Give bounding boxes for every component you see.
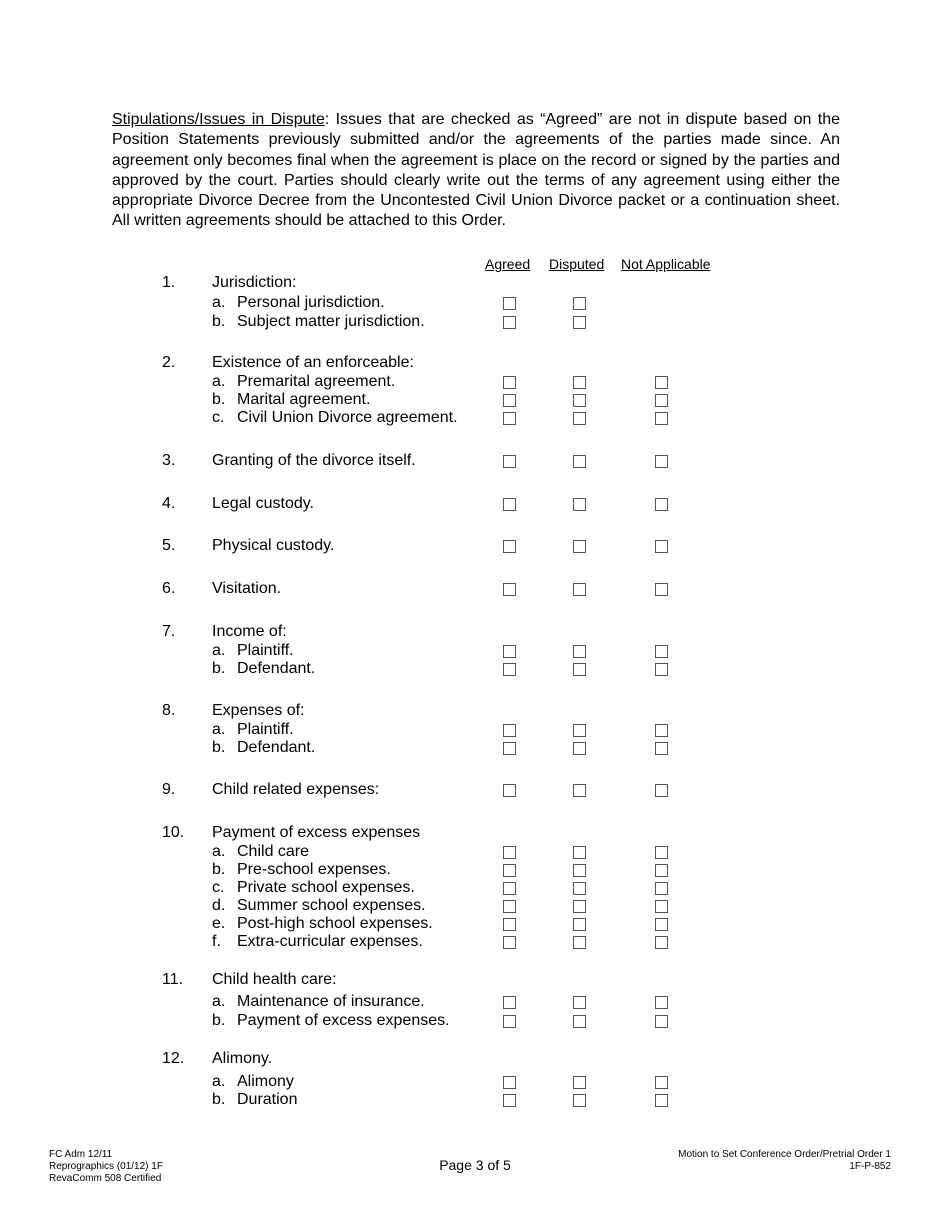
item-title: Expenses of: <box>212 702 305 719</box>
checkbox-disputed[interactable] <box>573 663 586 676</box>
sub-item <box>212 861 391 879</box>
sub-item-text: Personal jurisdiction. <box>237 294 385 311</box>
checkbox-not-applicable[interactable] <box>655 846 668 859</box>
sub-item-letter: c. <box>212 409 225 426</box>
sub-item-letter: e. <box>212 915 226 932</box>
checkbox-agreed[interactable] <box>503 918 516 931</box>
checkbox-not-applicable[interactable] <box>655 784 668 797</box>
sub-item-text: Child care <box>237 843 310 860</box>
sub-item-letter: b. <box>212 1012 226 1029</box>
sub-item-letter: f. <box>212 933 221 950</box>
checkbox-not-applicable[interactable] <box>655 376 668 389</box>
intro-heading: Stipulations/Issues in Dispute <box>112 111 325 128</box>
checkbox-not-applicable[interactable] <box>655 1094 668 1107</box>
sub-item-letter: d. <box>212 897 226 914</box>
checkbox-not-applicable[interactable] <box>655 996 668 1009</box>
item-title: Granting of the divorce itself. <box>212 452 416 469</box>
checkbox-not-applicable[interactable] <box>655 742 668 755</box>
sub-item-text: Summer school expenses. <box>237 897 426 914</box>
checkbox-agreed[interactable] <box>503 846 516 859</box>
checkbox-disputed[interactable] <box>573 540 586 553</box>
checkbox-agreed[interactable] <box>503 455 516 468</box>
checkbox-disputed[interactable] <box>573 864 586 877</box>
sub-item-text: Premarital agreement. <box>237 373 396 390</box>
sub-item <box>212 1012 450 1030</box>
checkbox-disputed[interactable] <box>573 918 586 931</box>
page-number: Page 3 of 5 <box>439 1157 511 1173</box>
sub-item-text: Subject matter jurisdiction. <box>237 313 425 330</box>
checkbox-not-applicable[interactable] <box>655 1015 668 1028</box>
sub-item <box>212 1091 297 1109</box>
checkbox-not-applicable[interactable] <box>655 663 668 676</box>
sub-item-letter: b. <box>212 861 226 878</box>
footer-reprographics: Reprographics (01/12) 1F <box>49 1161 163 1172</box>
checkbox-disputed[interactable] <box>573 394 586 407</box>
checkbox-disputed[interactable] <box>573 996 586 1009</box>
sub-item <box>212 915 433 933</box>
checkbox-disputed[interactable] <box>573 583 586 596</box>
checkbox-disputed[interactable] <box>573 316 586 329</box>
sub-item-letter: a. <box>212 993 226 1010</box>
column-header-not-applicable: Not Applicable <box>621 256 711 272</box>
sub-item-letter: b. <box>212 391 226 408</box>
checkbox-not-applicable[interactable] <box>655 900 668 913</box>
item-title: Child related expenses: <box>212 781 380 798</box>
item-title: Alimony. <box>212 1050 273 1067</box>
sub-item-text: Defendant. <box>237 660 316 677</box>
sub-item <box>212 294 385 312</box>
checkbox-not-applicable[interactable] <box>655 936 668 949</box>
item-number: 10. <box>162 824 185 841</box>
checkbox-disputed[interactable] <box>573 882 586 895</box>
sub-item <box>212 721 294 739</box>
item-title: Visitation. <box>212 580 282 597</box>
item-title: Payment of excess expenses <box>212 824 421 841</box>
checkbox-agreed[interactable] <box>503 996 516 1009</box>
sub-item-text: Defendant. <box>237 739 316 756</box>
checkbox-agreed[interactable] <box>503 864 516 877</box>
item-number: 9. <box>162 781 176 798</box>
checkbox-agreed[interactable] <box>503 784 516 797</box>
checkbox-agreed[interactable] <box>503 297 516 310</box>
sub-item-text: Alimony <box>237 1073 294 1090</box>
sub-item-letter: b. <box>212 739 226 756</box>
item-number: 12. <box>162 1050 185 1067</box>
checkbox-disputed[interactable] <box>573 1076 586 1089</box>
footer-certification: RevaComm 508 Certified <box>49 1173 162 1184</box>
checkbox-agreed[interactable] <box>503 645 516 658</box>
checkbox-not-applicable[interactable] <box>655 583 668 596</box>
item-number: 4. <box>162 495 176 512</box>
sub-item <box>212 1073 294 1091</box>
footer-form-code: FC Adm 12/11 <box>49 1149 113 1160</box>
checkbox-disputed[interactable] <box>573 1015 586 1028</box>
item-title: Physical custody. <box>212 537 335 554</box>
sub-item-text: Plaintiff. <box>237 642 294 659</box>
checkbox-agreed[interactable] <box>503 394 516 407</box>
item-title: Income of: <box>212 623 287 640</box>
checkbox-not-applicable[interactable] <box>655 540 668 553</box>
sub-item <box>212 879 415 897</box>
sub-item-letter: b. <box>212 1091 226 1108</box>
sub-item-letter: a. <box>212 294 226 311</box>
checkbox-disputed[interactable] <box>573 846 586 859</box>
checkbox-disputed[interactable] <box>573 297 586 310</box>
checkbox-disputed[interactable] <box>573 376 586 389</box>
checkbox-agreed[interactable] <box>503 1015 516 1028</box>
checkbox-not-applicable[interactable] <box>655 394 668 407</box>
intro-paragraph <box>112 110 840 232</box>
checkbox-disputed[interactable] <box>573 455 586 468</box>
item-number: 2. <box>162 354 176 371</box>
checkbox-disputed[interactable] <box>573 1094 586 1107</box>
checkbox-not-applicable[interactable] <box>655 1076 668 1089</box>
checkbox-agreed[interactable] <box>503 724 516 737</box>
checkbox-disputed[interactable] <box>573 645 586 658</box>
item-number: 3. <box>162 452 176 469</box>
checkbox-agreed[interactable] <box>503 1094 516 1107</box>
column-header-disputed: Disputed <box>549 256 605 272</box>
checkbox-agreed[interactable] <box>503 412 516 425</box>
checkbox-agreed[interactable] <box>503 540 516 553</box>
sub-item <box>212 409 458 427</box>
intro-text: : Issues that are checked as “Agreed” are not in dispute based on the Position Statements previously submitted and/or the agreements of the parties made since. An agreement only becomes final when the agreement is place on the record or signed by the parties and approved by the court. Parties should clearly write out the terms of any agreement using either the appropriate Divorce Decree from the Uncontested Civil Union Divorce packet or a continuation sheet. All written agreements should be attached to this Order. <box>112 111 841 230</box>
footer-form-title: Motion to Set Conference Order/Pretrial Order 1 <box>678 1149 891 1160</box>
sub-item <box>212 660 315 678</box>
item-number: 6. <box>162 580 176 597</box>
checkbox-agreed[interactable] <box>503 1076 516 1089</box>
checkbox-agreed[interactable] <box>503 583 516 596</box>
sub-item-text: Post-high school expenses. <box>237 915 433 932</box>
sub-item <box>212 313 425 331</box>
sub-item-text: Payment of excess expenses. <box>237 1012 450 1029</box>
checkbox-disputed[interactable] <box>573 724 586 737</box>
column-header-agreed: Agreed <box>485 256 531 272</box>
item-title: Jurisdiction: <box>212 274 297 291</box>
checkbox-disputed[interactable] <box>573 412 586 425</box>
checkbox-not-applicable[interactable] <box>655 498 668 511</box>
checkbox-not-applicable[interactable] <box>655 918 668 931</box>
item-title: Existence of an enforceable: <box>212 354 414 371</box>
checkbox-not-applicable[interactable] <box>655 412 668 425</box>
footer-right <box>678 1149 891 1173</box>
item-number: 11. <box>162 971 184 988</box>
item-number: 5. <box>162 537 176 554</box>
checkbox-disputed[interactable] <box>573 742 586 755</box>
sub-item-text: Plaintiff. <box>237 721 294 738</box>
checkbox-agreed[interactable] <box>503 742 516 755</box>
item-number: 7. <box>162 623 176 640</box>
sub-item <box>212 993 425 1011</box>
checkbox-disputed[interactable] <box>573 784 586 797</box>
sub-item <box>212 933 423 951</box>
checkbox-not-applicable[interactable] <box>655 882 668 895</box>
sub-item-letter: b. <box>212 313 226 330</box>
checkbox-not-applicable[interactable] <box>655 455 668 468</box>
checkbox-agreed[interactable] <box>503 882 516 895</box>
sub-item-text: Pre-school expenses. <box>237 861 391 878</box>
checkbox-agreed[interactable] <box>503 900 516 913</box>
checkbox-agreed[interactable] <box>503 936 516 949</box>
checkbox-agreed[interactable] <box>503 316 516 329</box>
sub-item-text: Extra-curricular expenses. <box>237 933 423 950</box>
item-title: Legal custody. <box>212 495 314 512</box>
sub-item-letter: a. <box>212 721 226 738</box>
sub-item-text: Civil Union Divorce agreement. <box>237 409 458 426</box>
sub-item-text: Maintenance of insurance. <box>237 993 425 1010</box>
sub-item <box>212 391 370 409</box>
checkbox-disputed[interactable] <box>573 936 586 949</box>
item-title: Child health care: <box>212 971 337 988</box>
sub-item-text: Private school expenses. <box>237 879 415 896</box>
sub-item-letter: a. <box>212 1073 226 1090</box>
sub-item-letter: c. <box>212 879 225 896</box>
checkbox-not-applicable[interactable] <box>655 645 668 658</box>
footer-form-number: 1F-P-852 <box>849 1161 891 1172</box>
sub-item <box>212 843 309 861</box>
checkbox-agreed[interactable] <box>503 663 516 676</box>
checkbox-agreed[interactable] <box>503 376 516 389</box>
checkbox-not-applicable[interactable] <box>655 724 668 737</box>
item-number: 1. <box>162 274 176 291</box>
sub-item-letter: a. <box>212 843 226 860</box>
sub-item <box>212 642 294 660</box>
checkbox-not-applicable[interactable] <box>655 864 668 877</box>
item-number: 8. <box>162 702 176 719</box>
checkbox-disputed[interactable] <box>573 498 586 511</box>
checkbox-agreed[interactable] <box>503 498 516 511</box>
sub-item-letter: b. <box>212 660 226 677</box>
checkbox-disputed[interactable] <box>573 900 586 913</box>
sub-item <box>212 897 426 915</box>
sub-item-text: Marital agreement. <box>237 391 371 408</box>
sub-item <box>212 373 395 391</box>
sub-item-letter: a. <box>212 373 226 390</box>
sub-item-letter: a. <box>212 642 226 659</box>
sub-item <box>212 739 315 757</box>
sub-item-text: Duration <box>237 1091 298 1108</box>
